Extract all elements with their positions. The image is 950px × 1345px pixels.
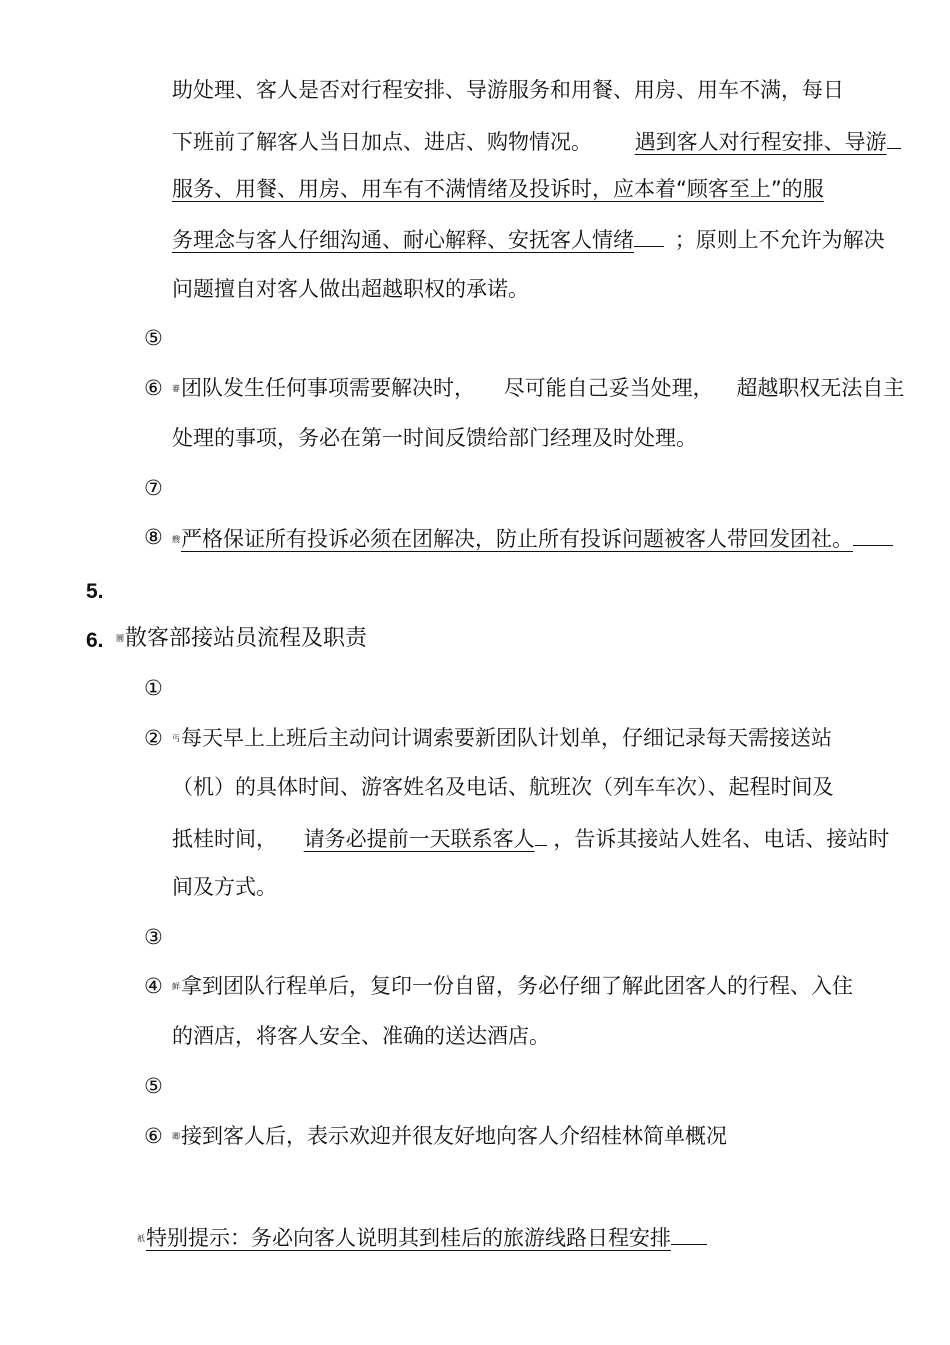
note-text: 特别提示：务必向客人说明其到桂后的旅游线路日程安排 (146, 1226, 671, 1250)
item-text: 抵桂时间， (172, 827, 277, 851)
underline-filler (853, 523, 893, 546)
item-text: 每天早上上班后主动问计调索要新团队计划单，仔细记录每天需接送站 (181, 726, 832, 750)
para-line: 助处理、客人是否对行程安排、导游服务和用餐、用房、用车不满，每日 (172, 78, 844, 102)
para-line: 问题擅自对客人做出超越职权的承诺。 (172, 277, 529, 301)
circled-number: ⑤ (144, 1074, 163, 1098)
underlined-line: 服务、用餐、用房、用车有不满情绪及投诉时，应本着“顾客至上”的服 (172, 177, 824, 201)
item-line (172, 823, 889, 853)
section-number: 6. (86, 629, 104, 652)
circled-number: ② (144, 726, 163, 750)
section-number: 5. (86, 580, 104, 603)
underline-filler (671, 1222, 707, 1245)
item-line: 处理的事项，务必在第一时间反馈给部门经理及时处理。 (172, 426, 697, 450)
section-title: 散客部接站员流程及职责 (125, 626, 368, 651)
underline-filler (535, 823, 547, 846)
circled-number: ① (144, 676, 163, 700)
tiny-mark: 鲜 (172, 982, 180, 991)
section-heading (116, 625, 367, 653)
para-text: 下班前了解客人当日加点、进店、购物情况。 (172, 130, 592, 154)
circled-number: ⑧ (144, 525, 163, 549)
tiny-mark: 丐 (172, 734, 180, 743)
item-line (172, 972, 853, 1001)
item-line: 间及方式。 (172, 875, 277, 899)
circled-number: ③ (144, 925, 163, 949)
circled-number: ④ (144, 974, 163, 998)
para-line (172, 224, 885, 254)
item-line (172, 523, 893, 554)
item-text: 团队发生任何事项需要解决时， (181, 376, 475, 400)
tiny-mark: 圜 (116, 634, 124, 643)
tiny-mark: 艘 (172, 535, 180, 544)
item-text: ，告诉其接站人姓名、电话、接站时 (553, 827, 890, 851)
item-line: 的酒店，将客人安全、准确的送达酒店。 (172, 1024, 550, 1048)
para-line (172, 126, 901, 156)
circled-number: ⑦ (144, 476, 163, 500)
circled-number: ⑥ (144, 1124, 163, 1148)
circled-number: ⑥ (144, 376, 163, 400)
tiny-mark: 卿 (172, 1132, 180, 1141)
item-text: 尽可能自己妥当处理， (503, 376, 714, 400)
para-text: ；原则上不允许为解决 (674, 228, 885, 252)
underlined-text: 严格保证所有投诉必须在团解决，防止所有投诉问题被客人带回发团社。 (181, 527, 853, 551)
item-line (172, 724, 832, 753)
item-text: 接到客人后，表示欢迎并很友好地向客人介绍桂林简单概况 (181, 1124, 727, 1148)
underline-filler (887, 126, 901, 149)
item-line (172, 1122, 727, 1151)
underlined-text: 务理念与客人仔细沟通、耐心解释、安抚客人情绪 (172, 228, 634, 252)
item-text: 拿到团队行程单后，复印一份自留，务必仔细了解此团客人的行程、入住 (181, 974, 853, 998)
underlined-text: 遇到客人对行程安排、导游 (634, 130, 887, 154)
underline-filler (634, 224, 664, 247)
circled-number: ⑤ (144, 326, 163, 350)
item-line (172, 374, 904, 403)
tiny-mark: 祇 (137, 1234, 145, 1243)
tiny-mark: 審 (172, 384, 180, 393)
underlined-text: 请务必提前一天联系客人 (303, 827, 535, 851)
item-line: （机）的具体时间、游客姓名及电话、航班次（列车车次）、起程时间及 (172, 775, 834, 799)
item-text: 超越职权无法自主 (736, 376, 905, 400)
special-note (137, 1222, 707, 1253)
